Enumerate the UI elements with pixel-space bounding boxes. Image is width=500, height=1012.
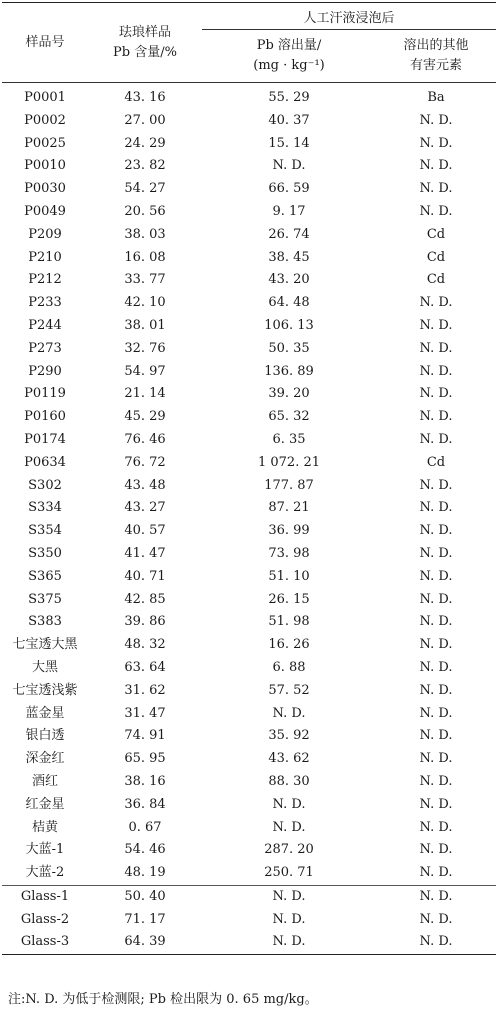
pb-content-cell: 33. 77	[124, 272, 166, 288]
pb-leach-cell: 43. 62	[268, 751, 310, 767]
sample-id-cell: 红金星	[25, 796, 65, 812]
pb-content-cell: 45. 29	[124, 409, 166, 425]
header-sample-id-label: 样品号	[25, 34, 65, 50]
pb-leach-cell: 9. 17	[272, 203, 306, 219]
sample-id-cell: P212	[28, 272, 62, 288]
pb-leach-cell: N. D.	[272, 911, 306, 927]
table-row	[2, 383, 496, 406]
other-elements-cell: N. D.	[419, 705, 453, 721]
sample-id-cell: P0634	[24, 454, 66, 470]
pb-content-cell: 16. 08	[124, 249, 166, 265]
pb-content-cell: 38. 16	[124, 773, 166, 789]
sample-id-cell: P0030	[24, 181, 66, 197]
table-row	[2, 725, 496, 748]
pb-content-cell: 23. 82	[124, 158, 166, 174]
other-elements-cell: N. D.	[376, 885, 496, 908]
table-row	[2, 269, 496, 292]
table-row	[2, 771, 496, 794]
pb-content-cell: 54. 46	[124, 842, 166, 858]
table-row	[2, 839, 496, 862]
pb-leach-cell: 35. 92	[268, 728, 310, 744]
pb-content-cell: 43. 48	[124, 477, 166, 493]
table-row	[2, 452, 496, 475]
header-other-elements-line2: 有害元素	[410, 58, 463, 73]
table-row	[2, 292, 496, 315]
table-row	[2, 520, 496, 543]
pb-leach-cell: 177. 87	[264, 477, 314, 493]
sample-id-cell: Glass-2	[20, 911, 70, 927]
table-row	[2, 361, 496, 384]
sample-id-cell: 桔黄	[31, 819, 58, 835]
pb-content-cell: 71. 17	[124, 911, 166, 927]
other-elements-cell: N. D.	[419, 181, 453, 197]
other-elements-cell: N. D.	[419, 614, 453, 630]
sample-id-cell: P244	[28, 317, 62, 333]
pb-content-cell: 65. 95	[124, 751, 166, 767]
sample-id-cell: S375	[28, 591, 62, 607]
sample-id-cell: P0025	[24, 135, 66, 151]
pb-content-cell: 48. 19	[124, 865, 166, 881]
sample-id-cell: P233	[28, 295, 62, 311]
pb-content-cell: 76. 46	[124, 431, 166, 447]
pb-leach-cell: 88. 30	[268, 773, 310, 789]
sample-id-cell: S354	[28, 523, 62, 539]
sample-id-cell: 深金红	[25, 751, 65, 767]
table-row	[2, 817, 496, 840]
other-elements-cell: N. D.	[419, 819, 453, 835]
pb-leach-cell: 287. 20	[264, 842, 314, 858]
sample-id-cell: S302	[28, 477, 62, 493]
other-elements-cell: Cd	[426, 249, 446, 265]
header-pb-content-line1: 珐琅样品	[118, 24, 171, 40]
other-elements-cell: Ba	[427, 90, 445, 105]
header-pb-leach-line1: Pb 溶出量/	[256, 38, 322, 53]
sample-id-cell: P0010	[24, 158, 66, 174]
pb-leach-cell: 66. 59	[268, 181, 310, 197]
pb-leach-cell: 40. 37	[268, 112, 310, 128]
header-group-sweat	[202, 3, 496, 30]
other-elements-cell: N. D.	[419, 112, 453, 128]
other-elements-cell: N. D.	[419, 340, 453, 356]
other-elements-cell: N. D.	[419, 728, 453, 744]
sample-id-cell: S383	[28, 614, 62, 630]
table-row	[2, 931, 496, 954]
pb-content-cell: 74. 91	[124, 728, 166, 744]
other-elements-cell: N. D.	[419, 842, 453, 858]
table-row	[2, 155, 496, 178]
sample-id-cell: S334	[28, 500, 62, 516]
pb-leach-cell: 106. 13	[264, 317, 314, 333]
other-elements-cell: N. D.	[419, 431, 453, 447]
table-row	[2, 680, 496, 703]
sample-id-cell: 大蓝-2	[25, 865, 65, 881]
pb-content-cell: 50. 40	[88, 885, 202, 908]
table-row	[2, 406, 496, 429]
sample-id-cell: P290	[28, 363, 62, 379]
other-elements-cell: N. D.	[419, 796, 453, 812]
pb-content-cell: 21. 14	[124, 386, 166, 402]
other-elements-cell: N. D.	[419, 295, 453, 311]
other-elements-cell: N. D.	[419, 500, 453, 516]
other-elements-cell: N. D.	[419, 865, 453, 881]
table-row	[2, 748, 496, 771]
pb-leach-cell: 36. 99	[268, 523, 310, 539]
pb-leach-cell: 43. 20	[268, 272, 310, 288]
pb-content-cell: 43. 27	[124, 500, 166, 516]
pb-content-cell: 42. 10	[124, 295, 166, 311]
pb-leach-cell: 136. 89	[264, 363, 314, 379]
sample-id-cell: P0160	[24, 409, 66, 425]
table-row	[2, 909, 496, 932]
table-row	[2, 110, 496, 133]
pb-content-cell: 54. 97	[124, 363, 166, 379]
pb-leach-cell: 15. 14	[268, 135, 310, 151]
sample-id-cell: Glass-1	[2, 885, 88, 908]
pb-leach-cell: 26. 15	[268, 591, 310, 607]
header-group-sweat-label: 人工汗液浸泡后	[303, 10, 395, 26]
table-row	[2, 794, 496, 817]
other-elements-cell: N. D.	[419, 158, 453, 174]
table-row	[2, 566, 496, 589]
table-footnote: 注:N. D. 为低于检测限; Pb 检出限为 0. 65 mg/kg。	[8, 992, 318, 1007]
pb-leach-cell: N. D.	[272, 819, 306, 835]
sample-id-cell: P0049	[24, 203, 66, 219]
other-elements-cell: N. D.	[419, 568, 453, 584]
header-pb-content	[88, 3, 202, 83]
sample-id-cell: P0174	[24, 431, 66, 447]
pb-leach-cell: N. D.	[202, 885, 376, 908]
header-pb-content-line2: Pb 含量/%	[113, 44, 177, 60]
other-elements-cell: N. D.	[419, 317, 453, 333]
pb-content-cell: 38. 01	[124, 317, 166, 333]
header-other-elements-line1: 溶出的其他	[403, 38, 469, 53]
table-row	[2, 224, 496, 247]
sample-id-cell: 大蓝-1	[25, 842, 65, 858]
pb-content-cell: 43. 16	[124, 90, 166, 105]
sample-id-cell: 七宝透浅紫	[12, 682, 78, 698]
sample-id-cell: P209	[28, 226, 62, 242]
other-elements-cell: N. D.	[419, 545, 453, 561]
other-elements-cell: N. D.	[419, 751, 453, 767]
pb-leach-cell: 38. 45	[268, 249, 310, 265]
table-row	[2, 862, 496, 885]
table-row	[2, 634, 496, 657]
table-row	[2, 247, 496, 270]
other-elements-cell: N. D.	[419, 773, 453, 789]
sample-id-cell: P0001	[24, 90, 66, 105]
pb-content-cell: 38. 03	[124, 226, 166, 242]
pb-leach-cell: N. D.	[272, 705, 306, 721]
pb-leach-cell: 6. 35	[272, 431, 306, 447]
pb-leach-cell: 1 072. 21	[257, 454, 321, 470]
table-row	[2, 83, 496, 110]
pb-content-cell: 40. 57	[124, 523, 166, 539]
pb-leach-cell: 16. 26	[268, 637, 310, 653]
header-sample-id	[2, 3, 88, 83]
other-elements-cell: N. D.	[419, 523, 453, 539]
other-elements-cell: N. D.	[419, 409, 453, 425]
sample-id-cell: 银白透	[25, 728, 65, 744]
header-pb-leach	[202, 30, 376, 83]
table-row	[2, 497, 496, 520]
pb-leach-cell: 87. 21	[268, 500, 310, 516]
other-elements-cell: N. D.	[419, 135, 453, 151]
other-elements-cell: N. D.	[419, 682, 453, 698]
sample-id-cell: P0119	[24, 386, 66, 402]
pb-leach-cell: 39. 20	[268, 386, 310, 402]
header-other-elements	[376, 30, 496, 83]
pb-content-cell: 24. 29	[124, 135, 166, 151]
pb-content-cell: 41. 47	[124, 545, 166, 561]
pb-content-cell: 31. 47	[124, 705, 166, 721]
pb-leach-cell: 73. 98	[268, 545, 310, 561]
table-body	[2, 83, 496, 955]
other-elements-cell: N. D.	[419, 386, 453, 402]
header-pb-leach-line2: (mg · kg⁻¹)	[253, 58, 325, 73]
pb-content-cell: 31. 62	[124, 682, 166, 698]
pb-content-cell: 63. 64	[124, 659, 166, 675]
pb-content-cell: 39. 86	[124, 614, 166, 630]
pb-content-cell: 40. 71	[124, 568, 166, 584]
pb-leach-cell: 50. 35	[268, 340, 310, 356]
other-elements-cell: N. D.	[419, 659, 453, 675]
pb-leach-cell: 250. 71	[264, 865, 314, 881]
pb-leach-cell: N. D.	[272, 158, 306, 174]
pb-content-cell: 0. 67	[128, 819, 162, 835]
table-row	[2, 703, 496, 726]
sample-id-cell: P273	[28, 340, 62, 356]
pb-leach-cell: 51. 10	[268, 568, 310, 584]
table-row	[2, 657, 496, 680]
other-elements-cell: N. D.	[419, 591, 453, 607]
pb-content-cell: 48. 32	[124, 637, 166, 653]
pb-leach-cell: 64. 48	[268, 295, 310, 311]
table-row	[2, 338, 496, 361]
pb-leach-cell: 57. 52	[268, 682, 310, 698]
sample-id-cell: S350	[28, 545, 62, 561]
pb-content-cell: 54. 27	[124, 181, 166, 197]
pb-leach-cell: 65. 32	[268, 409, 310, 425]
pb-content-cell: 32. 76	[124, 340, 166, 356]
pb-content-cell: 76. 72	[124, 454, 166, 470]
table-row	[2, 885, 496, 908]
table-row	[2, 589, 496, 612]
pb-leach-cell: N. D.	[202, 931, 376, 954]
data-table	[2, 2, 496, 955]
pb-content-cell: 20. 56	[124, 203, 166, 219]
table-row	[2, 429, 496, 452]
pb-content-cell: 36. 84	[124, 796, 166, 812]
pb-leach-cell: 26. 74	[268, 226, 310, 242]
other-elements-cell: N. D.	[419, 203, 453, 219]
pb-content-cell: 42. 85	[124, 591, 166, 607]
other-elements-cell: Cd	[426, 454, 446, 470]
table-row	[2, 178, 496, 201]
sample-id-cell: P0002	[24, 112, 66, 128]
other-elements-cell: N. D.	[376, 931, 496, 954]
sample-id-cell: 大黑	[31, 659, 58, 675]
other-elements-cell: N. D.	[419, 911, 453, 927]
table-header	[2, 3, 496, 83]
table-row	[2, 201, 496, 224]
table-row	[2, 133, 496, 156]
pb-leach-cell: N. D.	[272, 796, 306, 812]
other-elements-cell: N. D.	[419, 363, 453, 379]
other-elements-cell: Cd	[426, 226, 446, 242]
table-row	[2, 611, 496, 634]
pb-content-cell: 64. 39	[88, 931, 202, 954]
pb-leach-cell: 6. 88	[272, 659, 306, 675]
table-row	[2, 543, 496, 566]
sample-id-cell: 蓝金星	[25, 705, 65, 721]
other-elements-cell: N. D.	[419, 477, 453, 493]
sample-id-cell: S365	[28, 568, 62, 584]
sample-id-cell: Glass-3	[2, 931, 88, 954]
sample-id-cell: 七宝透大黑	[12, 637, 78, 653]
other-elements-cell: Cd	[426, 272, 446, 288]
table-row	[2, 475, 496, 498]
sample-id-cell: P210	[28, 249, 62, 265]
sample-id-cell: 酒红	[31, 773, 58, 789]
pb-content-cell: 27. 00	[124, 112, 166, 128]
table-row	[2, 315, 496, 338]
other-elements-cell: N. D.	[419, 637, 453, 653]
pb-leach-cell: 55. 29	[268, 90, 310, 105]
pb-leach-cell: 51. 98	[268, 614, 310, 630]
